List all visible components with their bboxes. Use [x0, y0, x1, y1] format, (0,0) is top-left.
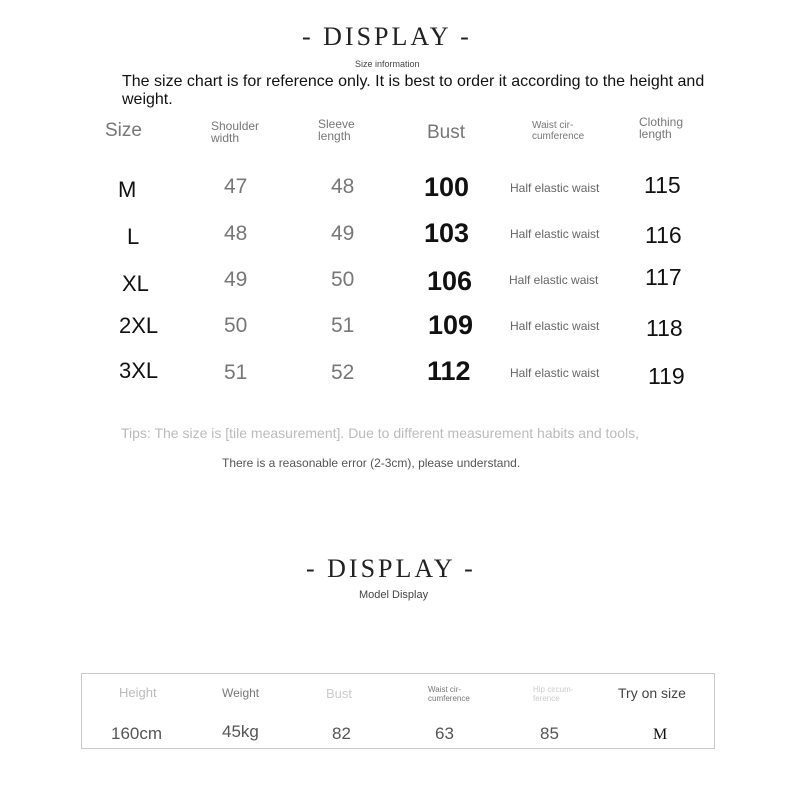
row-length: 115	[644, 172, 681, 198]
model-header-weight: Weight	[222, 686, 260, 700]
row-bust: 100	[424, 172, 470, 202]
row-sleeve: 51	[331, 314, 355, 337]
row-size: 3XL	[119, 358, 159, 383]
header-shoulder-width: Shoulder width	[211, 119, 260, 145]
row-sleeve: 50	[331, 268, 355, 291]
row-bust: 112	[427, 356, 471, 386]
header-bust: Bust	[427, 122, 466, 143]
row-size: M	[118, 177, 137, 202]
model-header-height: Height	[119, 685, 157, 700]
row-waist: Half elastic waist	[510, 227, 600, 241]
model-header-bust: Bust	[326, 686, 353, 701]
header-sleeve-length: Sleeve length	[318, 117, 355, 143]
row-length: 119	[648, 363, 685, 389]
model-header-hip: Hip circum- ference	[533, 685, 574, 703]
row-waist: Half elastic waist	[510, 319, 600, 333]
model-bust-value: 82	[332, 724, 351, 743]
row-bust: 103	[424, 218, 470, 248]
row-length: 118	[646, 315, 683, 341]
row-sleeve: 49	[331, 222, 355, 245]
header-waist: Waist cir- cumference	[532, 120, 585, 142]
row-sleeve: 52	[331, 361, 355, 384]
model-hip-value: 85	[540, 724, 559, 743]
size-info-subtitle: Size information	[355, 59, 420, 69]
row-bust: 106	[427, 266, 473, 296]
model-weight-value: 45kg	[222, 722, 259, 741]
model-header-waist: Waist cir- cumference	[428, 685, 470, 703]
row-waist: Half elastic waist	[510, 181, 600, 195]
model-height-value: 160cm	[111, 724, 163, 743]
row-waist: Half elastic waist	[510, 366, 600, 380]
row-sleeve: 48	[331, 175, 355, 198]
row-bust: 109	[428, 310, 474, 340]
tips-error-text: There is a reasonable error (2-3cm), please understand.	[222, 456, 521, 470]
row-shoulder: 51	[224, 361, 248, 384]
model-display-subtitle: Model Display	[359, 589, 429, 601]
row-waist: Half elastic waist	[509, 273, 599, 287]
size-chart-note: The size chart is for reference only. It is best to order it according to the height and weight.	[122, 73, 705, 108]
row-size: XL	[122, 271, 149, 296]
row-size: L	[127, 224, 140, 249]
row-shoulder: 48	[224, 222, 248, 245]
model-try-on-value: M	[653, 726, 668, 743]
model-header-try-on: Try on size	[618, 685, 686, 701]
row-size: 2XL	[119, 313, 159, 338]
row-length: 116	[645, 222, 682, 248]
display-title-2: - DISPLAY -	[306, 554, 476, 583]
row-length: 117	[645, 264, 682, 290]
header-size: Size	[105, 120, 142, 141]
header-clothing-length: Clothing length	[639, 115, 684, 141]
row-shoulder: 49	[224, 268, 248, 291]
tips-text: Tips: The size is [tile measurement]. Due to different measurement habits and tools,	[121, 425, 639, 441]
display-title-1: - DISPLAY -	[302, 22, 472, 51]
model-waist-value: 63	[435, 724, 454, 743]
row-shoulder: 50	[224, 314, 248, 337]
row-shoulder: 47	[224, 175, 248, 198]
